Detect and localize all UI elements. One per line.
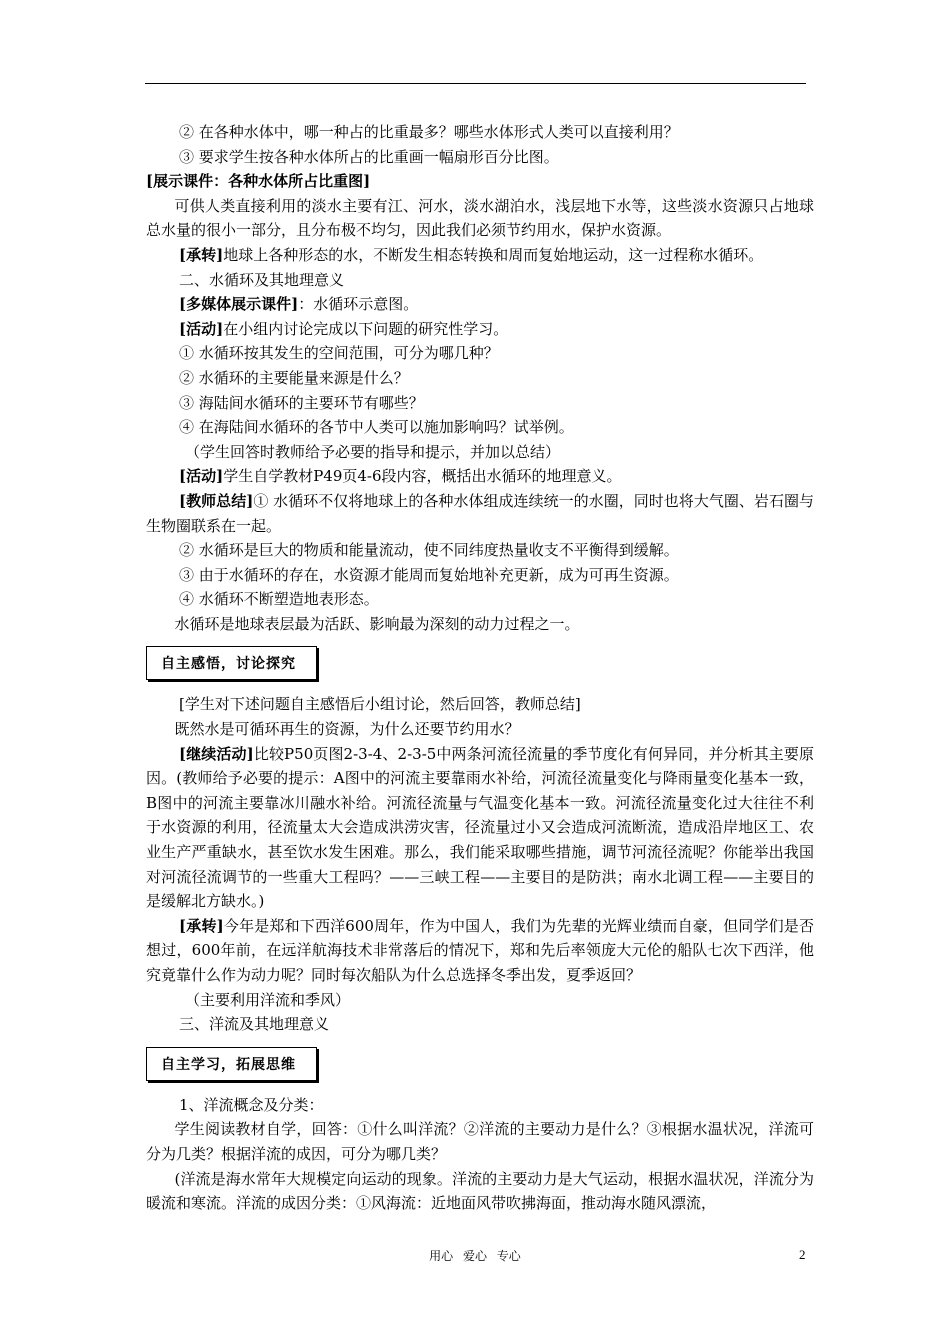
paragraph-label: [承转] <box>179 916 224 935</box>
paragraph-p4 <box>146 317 814 342</box>
paragraph-p15 <box>146 612 814 637</box>
paragraph-text: [学生对下述问题自主感悟后小组讨论，然后回答，教师总结] <box>179 695 581 714</box>
paragraph-text: (洋流是海水常年大规模定向运动的现象。洋流的主要动力是大气运动，根据水温状况，洋流分为暖流和寒流。洋流的成因分类：①风海流：近地面风带吹拂海面，推动海水随风漂流， <box>146 1169 814 1213</box>
paragraph-label: [承转] <box>179 245 224 264</box>
paragraph-text: ：水循环示意图。 <box>298 295 419 314</box>
paragraph-label: [活动] <box>179 319 224 338</box>
paragraph-text: ③ 由于水循环的存在，水资源才能周而复始地补充更新，成为可再生资源。 <box>179 565 679 584</box>
section-box-discussion: 自主感悟，讨论探究 <box>146 646 317 680</box>
paragraph-text: ② 在各种水体中，哪一种占的比重最多？哪些水体形式人类可以直接利用？ <box>179 123 679 141</box>
section-discussion <box>146 692 814 1036</box>
paragraph-p1 <box>146 194 814 243</box>
paragraph-text: 1、洋流概念及分类： <box>179 1095 324 1114</box>
paragraph-label: [活动] <box>179 467 224 486</box>
paragraph-h2 <box>146 268 814 293</box>
paragraph-text: （学生回答时教师给予必要的指导和提示，并加以总结） <box>185 442 561 461</box>
paragraph-p3 <box>146 292 814 317</box>
box-wrap-1 <box>146 646 814 690</box>
paragraph-text: 比较P50页图2-3-4、2-3-5中两条河流径流量的季节度化有何异同，并分析其主要原因。(教师给予必要的提示：A图中的河流主要靠雨水补给，河流径流量变化与降雨量变化基本一致，B图中的河流主要靠冰川融水补给。河流径流量与气温变化基本一致。河流径流量变化过大往往不利于水资源的利用，径流量太大会造成洪涝灾害，径流量过小又会造成河流断流，造成沿岸地区工、农业生产严重缺水，甚至饮水发生困难。那么，我们能采取哪些措施，调节河流径流呢？你能举出我国对河流径流调节的一些重大工程吗？——三峡工程——主要目的是防洪；南水北调工程——主要目的是缓解北方缺水。) <box>146 744 814 911</box>
paragraph-p7 <box>146 391 814 416</box>
paragraph-s4 <box>146 914 814 988</box>
paragraph-text: ② 水循环的主要能量来源是什么？ <box>179 368 409 387</box>
paragraph-text: 今年是郑和下西洋600周年，作为中国人，我们为先辈的光辉业绩而自豪，但同学们是否想过，600年前，在远洋航海技术非常落后的情况下，郑和先后率领庞大元伦的船队七次下西洋，他究竟靠什么作为动力呢？同时每次船队为什么总选择冬季出发，夏季返回？ <box>146 916 814 984</box>
paragraph-s3 <box>146 742 814 914</box>
paragraph-p11 <box>146 489 814 538</box>
paragraph-text: 水循环是地球表层最为活跃、影响最为深刻的动力过程之一。 <box>174 614 580 633</box>
paragraph-p2 <box>146 243 814 268</box>
paragraph-t2 <box>146 1117 814 1166</box>
paragraph-text: ② 水循环是巨大的物质和能量流动，使不同纬度热量收支不平衡得到缓解。 <box>179 541 679 560</box>
paragraph-text: 在小组内讨论完成以下问题的研究性学习。 <box>223 319 509 338</box>
paragraph-q2 <box>146 120 814 145</box>
section-box-self-study: 自主学习，拓展思维 <box>146 1047 317 1081</box>
paragraph-text: 二、水循环及其地理意义 <box>179 270 345 289</box>
paragraph-s5 <box>146 988 814 1013</box>
paragraph-p10 <box>146 464 814 489</box>
paragraph-label: [继续活动] <box>179 744 254 763</box>
paragraph-text: ④ 水循环不断塑造地表形态。 <box>179 590 379 609</box>
section-ocean-currents <box>146 1093 814 1216</box>
paragraph-text: 学生阅读教材自学，回答：①什么叫洋流？②洋流的主要动力是什么？③根据水温状况，洋流可分为几类？根据洋流的成因，可分为哪几类？ <box>146 1120 814 1163</box>
footer-text: 用心 爱心 专心 <box>429 1249 521 1263</box>
paragraph-text: 地球上各种形态的水，不断发生相态转换和周而复始地运动，这一过程称水循环。 <box>223 245 764 264</box>
paragraph-p8 <box>146 415 814 440</box>
box-wrap-2 <box>146 1047 814 1091</box>
paragraph-p13 <box>146 563 814 588</box>
paragraph-p5 <box>146 341 814 366</box>
paragraph-p6 <box>146 366 814 391</box>
header-rule <box>145 83 806 84</box>
paragraph-label: [多媒体展示课件] <box>179 295 299 314</box>
paragraph-text: ③ 要求学生按各种水体所占的比重画一幅扇形百分比图。 <box>179 147 559 166</box>
paragraph-s2 <box>146 717 814 742</box>
paragraph-show1 <box>146 169 814 194</box>
paragraph-text: ④ 在海陆间水循环的各节中人类可以施加影响吗？试举例。 <box>179 418 574 437</box>
paragraph-s6 <box>146 1012 814 1037</box>
paragraph-t3 <box>146 1167 814 1216</box>
paragraph-text: ① 水循环不仅将地球上的各种水体组成连续统一的水圈，同时也将大气圈、岩石圈与生物圈联系在一起。 <box>146 491 814 535</box>
paragraph-text: ① 水循环按其发生的空间范围，可分为哪几种？ <box>179 344 499 363</box>
paragraph-label: [展示课件：各种水体所占比重图] <box>146 172 371 191</box>
section-water-cycle <box>146 120 814 636</box>
paragraph-p12 <box>146 538 814 563</box>
paragraph-text: 既然水是可循环再生的资源，为什么还要节约用水？ <box>174 720 520 739</box>
paragraph-t1 <box>146 1093 814 1118</box>
page-body <box>146 120 814 1216</box>
paragraph-text: 三、洋流及其地理意义 <box>179 1015 330 1034</box>
paragraph-text: 学生自学教材P49页4-6段内容，概括出水循环的地理意义。 <box>223 467 622 486</box>
paragraph-q3 <box>146 145 814 170</box>
paragraph-text: ③ 海陆间水循环的主要环节有哪些？ <box>179 393 424 412</box>
paragraph-p9 <box>146 440 814 465</box>
paragraph-s1 <box>146 692 814 717</box>
paragraph-p14 <box>146 587 814 612</box>
paragraph-text: 可供人类直接利用的淡水主要有江、河水，淡水湖泊水，浅层地下水等，这些淡水资源只占地球总水量的很小一部分，且分布极不均匀，因此我们必须节约用水，保护水资源。 <box>146 196 814 240</box>
page-number: 2 <box>799 1247 806 1262</box>
paragraph-text: （主要利用洋流和季风） <box>185 990 351 1009</box>
paragraph-label: [教师总结] <box>179 491 254 510</box>
